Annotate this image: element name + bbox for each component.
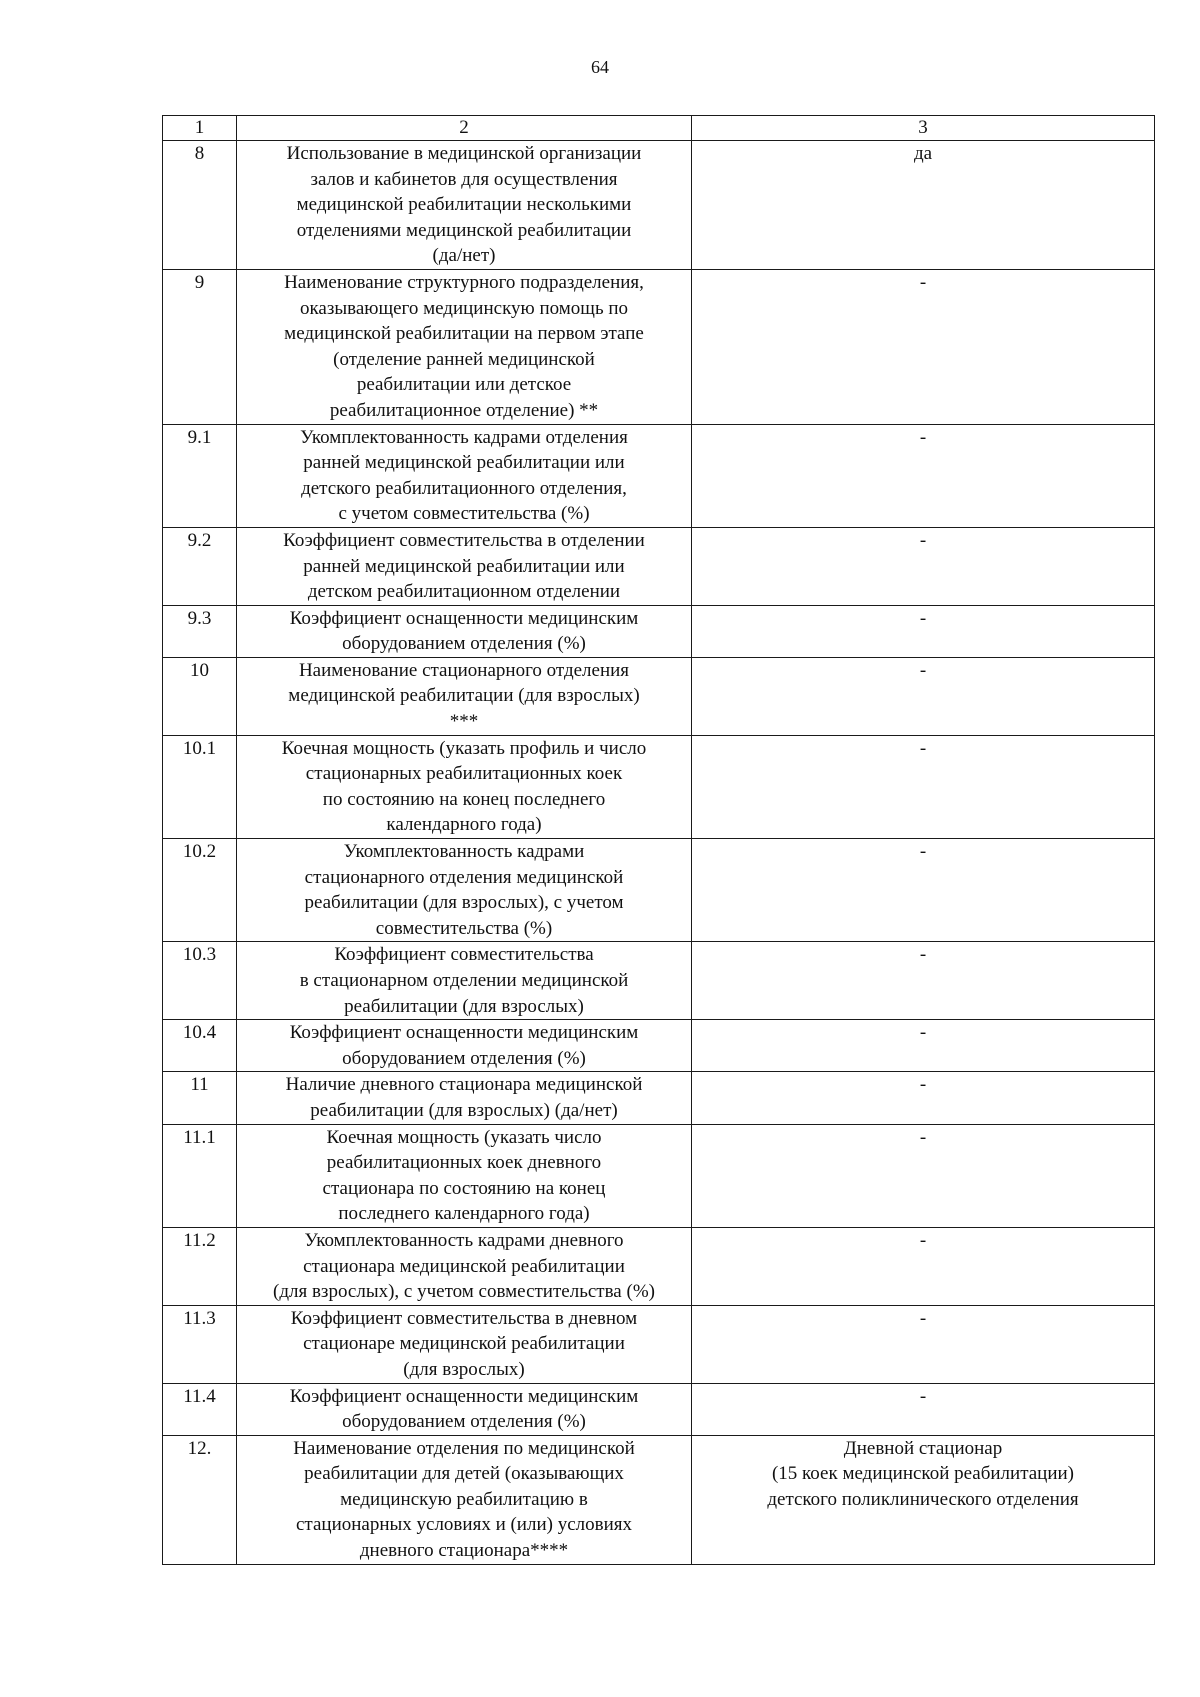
- table-row: [163, 269, 1155, 424]
- row-value: -: [692, 1072, 1155, 1124]
- row-value: -: [692, 839, 1155, 942]
- row-value: да: [692, 141, 1155, 270]
- table-row: [163, 1020, 1155, 1072]
- table-row: [163, 735, 1155, 838]
- table-row: [163, 1072, 1155, 1124]
- row-value: -: [692, 269, 1155, 424]
- row-value: -: [692, 1020, 1155, 1072]
- row-value: -: [692, 942, 1155, 1020]
- row-description: Коечная мощность (указать число реабилитационных коек дневного стационара по состоянию на конец последнего календарного года): [237, 1124, 692, 1227]
- row-number: 10: [163, 657, 237, 735]
- row-value: -: [692, 605, 1155, 657]
- row-description: Коечная мощность (указать профиль и число стационарных реабилитационных коек по состоянию на конец последнего календарного года): [237, 735, 692, 838]
- row-value: -: [692, 527, 1155, 605]
- table-row: [163, 1383, 1155, 1435]
- row-description: Наименование стационарного отделения медицинской реабилитации (для взрослых) ***: [237, 657, 692, 735]
- row-description: Укомплектованность кадрами стационарного отделения медицинской реабилитации (для взрослых), с учетом совместительства (%): [237, 839, 692, 942]
- row-number: 10.2: [163, 839, 237, 942]
- row-description: Коэффициент совместительства в дневном стационаре медицинской реабилитации (для взрослых): [237, 1305, 692, 1383]
- row-description: Наименование структурного подразделения, оказывающего медицинскую помощь по медицинской реабилитации на первом этапе (отделение ранней медицинской реабилитации или детское реабилитационное отделение) **: [237, 269, 692, 424]
- table-header-row: [163, 116, 1155, 141]
- row-value: -: [692, 424, 1155, 527]
- table-row: [163, 1305, 1155, 1383]
- row-number: 11.2: [163, 1227, 237, 1305]
- row-number: 9.2: [163, 527, 237, 605]
- row-value: -: [692, 1227, 1155, 1305]
- row-value: -: [692, 1383, 1155, 1435]
- row-description: Коэффициент оснащенности медицинским оборудованием отделения (%): [237, 1020, 692, 1072]
- table-row: [163, 942, 1155, 1020]
- indicators-table: [162, 115, 1155, 1565]
- row-number: 11: [163, 1072, 237, 1124]
- row-number: 11.3: [163, 1305, 237, 1383]
- table-row: [163, 1124, 1155, 1227]
- row-number: 9.1: [163, 424, 237, 527]
- row-number: 9: [163, 269, 237, 424]
- column-header-2: 2: [237, 116, 692, 141]
- row-description: Наличие дневного стационара медицинской реабилитации (для взрослых) (да/нет): [237, 1072, 692, 1124]
- table-row: [163, 1435, 1155, 1564]
- row-value: Дневной стационар (15 коек медицинской реабилитации) детского поликлинического отделения: [692, 1435, 1155, 1564]
- row-number: 11.1: [163, 1124, 237, 1227]
- row-description: Коэффициент оснащенности медицинским оборудованием отделения (%): [237, 605, 692, 657]
- row-value: -: [692, 1124, 1155, 1227]
- row-number: 11.4: [163, 1383, 237, 1435]
- table-row: [163, 424, 1155, 527]
- row-number: 9.3: [163, 605, 237, 657]
- row-number: 10.4: [163, 1020, 237, 1072]
- row-value: -: [692, 657, 1155, 735]
- row-description: Укомплектованность кадрами дневного стационара медицинской реабилитации (для взрослых), с учетом совместительства (%): [237, 1227, 692, 1305]
- row-value: -: [692, 1305, 1155, 1383]
- table-row: [163, 141, 1155, 270]
- row-number: 10.3: [163, 942, 237, 1020]
- table-row: [163, 657, 1155, 735]
- row-number: 10.1: [163, 735, 237, 838]
- table-row: [163, 839, 1155, 942]
- page-number: 64: [591, 57, 609, 77]
- row-number: 12.: [163, 1435, 237, 1564]
- row-description: Коэффициент совместительства в отделении ранней медицинской реабилитации или детском реабилитационном отделении: [237, 527, 692, 605]
- row-value: -: [692, 735, 1155, 838]
- row-description: Коэффициент оснащенности медицинским оборудованием отделения (%): [237, 1383, 692, 1435]
- row-description: Укомплектованность кадрами отделения ранней медицинской реабилитации или детского реабилитационного отделения, с учетом совместительства (%): [237, 424, 692, 527]
- row-description: Коэффициент совместительства в стационарном отделении медицинской реабилитации (для взрослых): [237, 942, 692, 1020]
- row-number: 8: [163, 141, 237, 270]
- table-row: [163, 605, 1155, 657]
- column-header-1: 1: [163, 116, 237, 141]
- row-description: Наименование отделения по медицинской реабилитации для детей (оказывающих медицинскую реабилитацию в стационарных условиях и (или) условиях дневного стационара****: [237, 1435, 692, 1564]
- row-description: Использование в медицинской организации залов и кабинетов для осуществления медицинской реабилитации несколькими отделениями медицинской реабилитации (да/нет): [237, 141, 692, 270]
- table-row: [163, 1227, 1155, 1305]
- table-row: [163, 527, 1155, 605]
- column-header-3: 3: [692, 116, 1155, 141]
